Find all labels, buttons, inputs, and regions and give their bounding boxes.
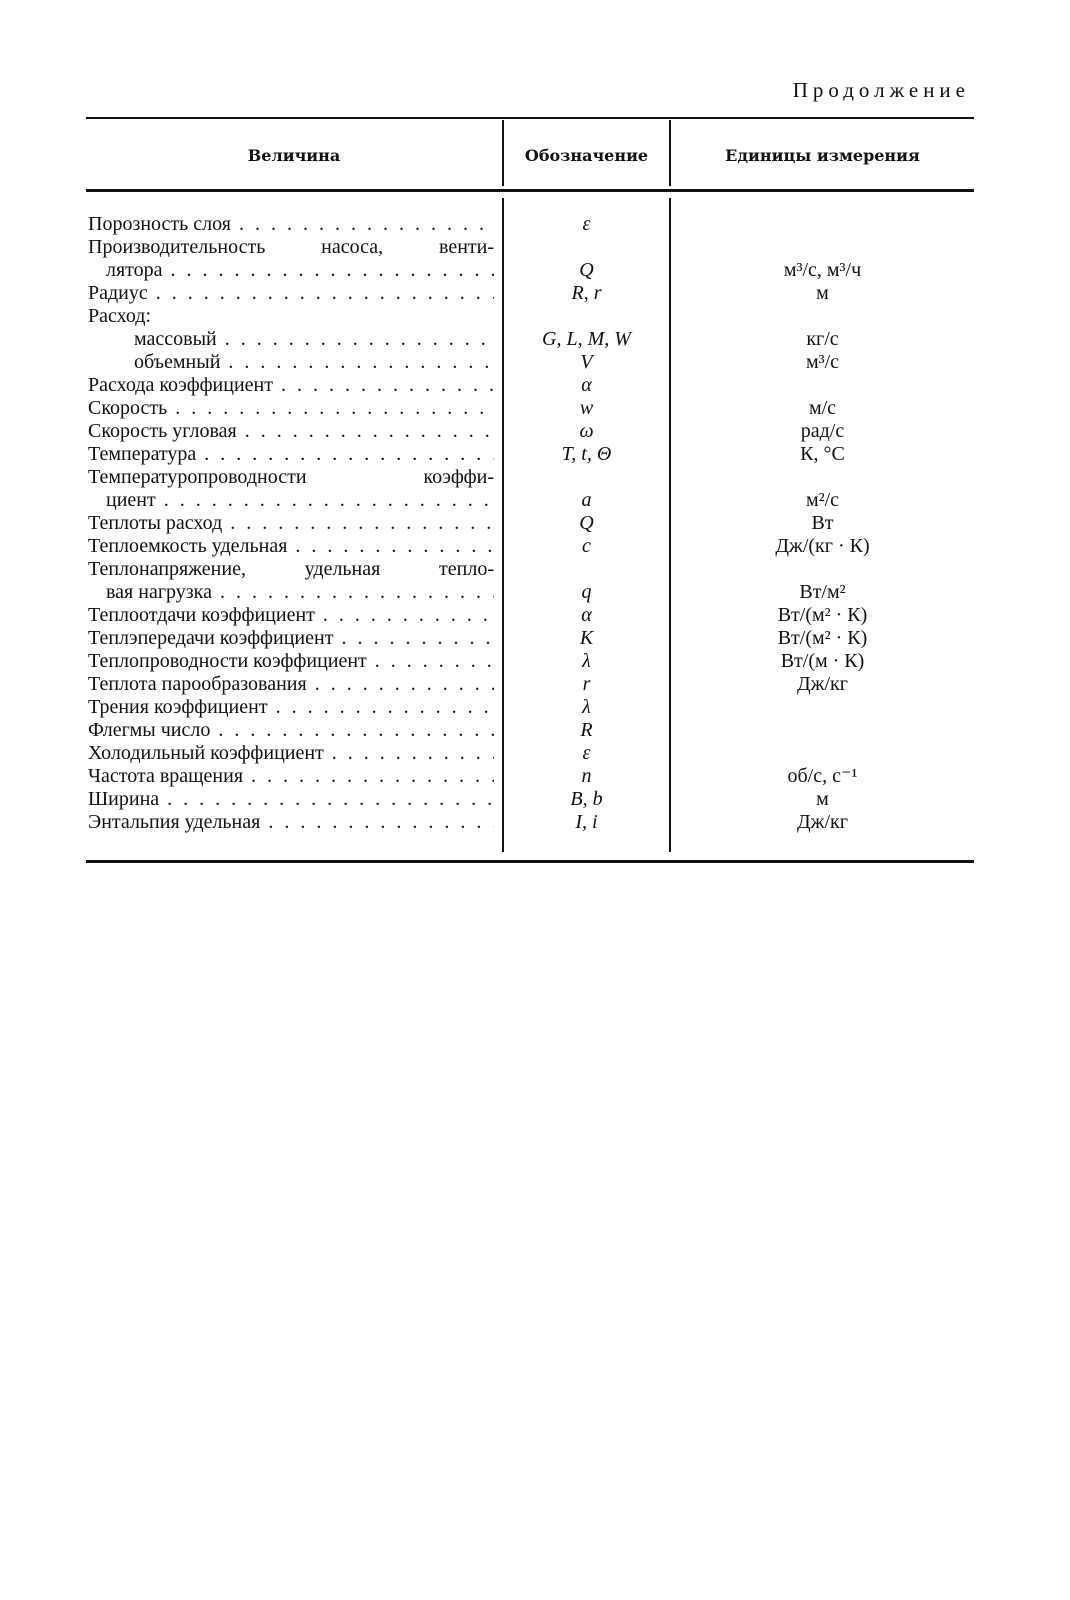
quantity-cell: Температура . . . xyxy=(88,443,494,466)
quantity-cell: Теплоемкость удельная . . . xyxy=(88,535,494,558)
table-row xyxy=(0,696,1070,719)
quantity-cell: Радиус . . . xyxy=(88,282,494,305)
table-row xyxy=(0,673,1070,696)
table-row xyxy=(0,443,1070,466)
units-cell: Дж/кг xyxy=(797,811,848,833)
symbol-cell: Q xyxy=(579,512,594,534)
table-row xyxy=(0,604,1070,627)
quantity-cell: массовый . . . xyxy=(134,328,494,351)
symbol-cell: ε xyxy=(582,213,591,235)
symbol-cell: λ xyxy=(582,650,591,672)
table-row xyxy=(0,512,1070,535)
table-top-rule xyxy=(86,117,974,119)
quantity-cell: Теплота парообразования . . . xyxy=(88,673,494,696)
table-row xyxy=(0,282,1070,305)
symbol-cell: α xyxy=(581,604,592,626)
quantity-cell: циент . . . xyxy=(106,489,494,512)
units-cell: м xyxy=(816,282,829,304)
units-cell: Дж/(кг · К) xyxy=(775,535,870,557)
quantity-cell: Теплэпередачи коэффициент . . . xyxy=(88,627,494,650)
table-row xyxy=(0,742,1070,765)
header-bottom-rule xyxy=(86,189,974,192)
quantity-cell: Расхода коэффициент . . . xyxy=(88,374,494,397)
table-row xyxy=(0,650,1070,673)
units-cell: м³/с, м³/ч xyxy=(783,259,862,281)
quantity-cell: Холодильный коэффициент . . . xyxy=(88,742,494,765)
symbol-cell: V xyxy=(580,351,593,373)
quantity-cell: Флегмы число . . . xyxy=(88,719,494,742)
symbol-cell: q xyxy=(581,581,592,603)
table-bottom-rule xyxy=(86,860,974,863)
symbol-cell: G, L, M, W xyxy=(542,328,631,350)
table-row xyxy=(0,328,1070,351)
table-row xyxy=(0,351,1070,374)
quantity-cell: Скорость . . . xyxy=(88,397,494,420)
symbol-cell: λ xyxy=(582,696,591,718)
quantity-cell: Теплопроводности коэффициент . . . xyxy=(88,650,494,673)
quantity-cell: вая нагрузка . . . xyxy=(106,581,494,604)
quantity-cell: Производительность насоса, венти- xyxy=(88,236,494,258)
header-units: Единицы измерения xyxy=(725,146,920,165)
quantity-cell: Ширина . . . xyxy=(88,788,494,811)
table-row xyxy=(0,719,1070,742)
symbol-cell: B, b xyxy=(570,788,603,810)
quantity-cell: Трения коэффициент . . . xyxy=(88,696,494,719)
symbol-cell: α xyxy=(581,374,592,396)
symbol-cell: ε xyxy=(582,742,591,764)
symbol-cell: n xyxy=(581,765,592,787)
quantity-cell: Энтальпия удельная . . . xyxy=(88,811,494,834)
header-quantity: Величина xyxy=(247,146,341,165)
table-row xyxy=(0,305,1070,328)
units-cell: рад/с xyxy=(800,420,845,442)
table-row xyxy=(0,259,1070,282)
units-cell: Вт/м² xyxy=(799,581,846,603)
units-cell: Дж/кг xyxy=(797,673,848,695)
table-row xyxy=(0,788,1070,811)
table-row xyxy=(0,236,1070,259)
units-cell: Вт xyxy=(811,512,834,534)
quantity-cell: Скорость угловая . . . xyxy=(88,420,494,443)
table-row xyxy=(0,765,1070,788)
symbol-cell: T, t, Θ xyxy=(561,443,612,465)
units-cell: Вт/(м · К) xyxy=(780,650,865,672)
table-row xyxy=(0,420,1070,443)
table-row xyxy=(0,466,1070,489)
table-row xyxy=(0,489,1070,512)
symbol-cell: R xyxy=(580,719,593,741)
table-row xyxy=(0,581,1070,604)
table-body xyxy=(0,213,1070,834)
units-cell: К, °С xyxy=(800,443,845,465)
header-symbol: Обозначение xyxy=(524,146,649,165)
table-row xyxy=(0,627,1070,650)
table-row xyxy=(0,213,1070,236)
symbol-cell: K xyxy=(579,627,594,649)
quantity-cell: Порозность слоя . . . xyxy=(88,213,494,236)
units-cell: Вт/(м² · К) xyxy=(777,627,868,649)
quantity-cell: Теплоты расход . . . xyxy=(88,512,494,535)
units-cell: м²/с xyxy=(805,489,840,511)
symbol-cell: a xyxy=(581,489,592,511)
units-cell: Вт/(м² · К) xyxy=(777,604,868,626)
symbol-cell: c xyxy=(582,535,591,557)
quantity-cell: объемный . . . xyxy=(134,351,494,374)
table-row xyxy=(0,811,1070,834)
units-cell: м xyxy=(816,788,829,810)
quantity-cell: Расход: xyxy=(88,305,152,327)
table-row xyxy=(0,397,1070,420)
quantity-cell: Теплонапряжение, удельная тепло- xyxy=(88,558,494,580)
units-cell: кг/с xyxy=(806,328,839,350)
quantity-cell: лятора . . . xyxy=(106,259,494,282)
quantity-cell: Температуропроводности коэффи- xyxy=(88,466,494,488)
units-cell: м/с xyxy=(808,397,837,419)
table-row xyxy=(0,535,1070,558)
table-row xyxy=(0,558,1070,581)
symbol-cell: R, r xyxy=(571,282,602,304)
symbol-cell: I, i xyxy=(575,811,598,833)
table-row xyxy=(0,374,1070,397)
continuation-label: Продолжение xyxy=(792,78,970,102)
symbol-cell: ω xyxy=(579,420,594,442)
symbol-cell: r xyxy=(582,673,591,695)
symbol-cell: Q xyxy=(579,259,594,281)
units-cell: м³/с xyxy=(805,351,840,373)
quantity-cell: Частота вращения . . . xyxy=(88,765,494,788)
quantity-cell: Теплоотдачи коэффициент . . . xyxy=(88,604,494,627)
symbol-cell: w xyxy=(579,397,594,419)
units-cell: об/с, с⁻¹ xyxy=(787,765,858,787)
